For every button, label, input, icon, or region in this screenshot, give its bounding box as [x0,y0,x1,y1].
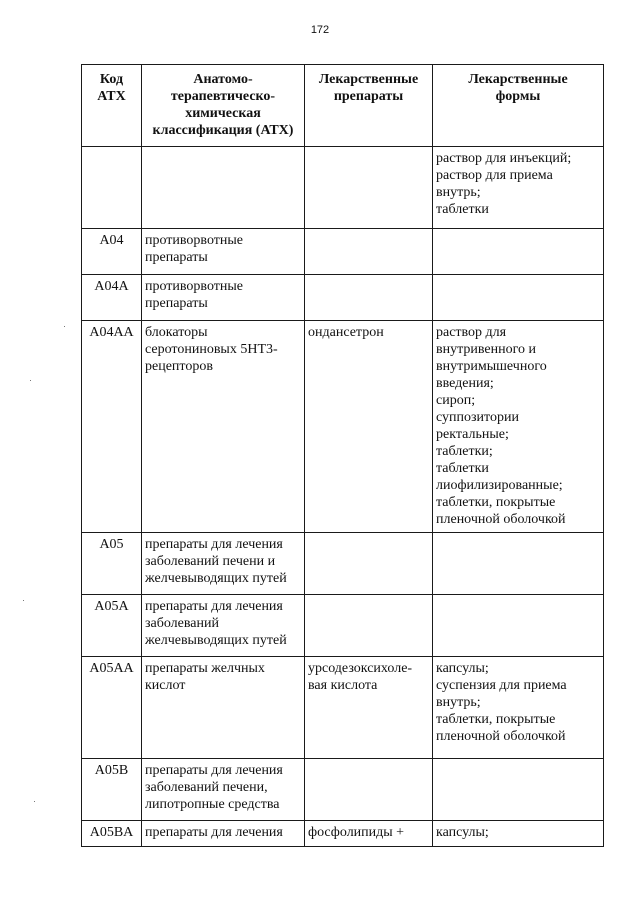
cell-classification: блокаторы серотониновых 5НТ3- рецепторов [142,321,305,533]
page-number: 172 [310,24,330,36]
cell-classification: противорвотные препараты [142,229,305,275]
header-classification: Анатомо- терапевтическо- химическая классификация (АТХ) [142,65,305,147]
cell-forms [433,759,604,821]
table-row [82,275,604,321]
cell-drug [305,759,433,821]
cell-forms [433,229,604,275]
table-row [82,657,604,759]
cell-code: A04AA [82,321,142,533]
scan-speck [30,380,31,381]
cell-drug: урсодезоксихоле- вая кислота [305,657,433,759]
cell-drug [305,147,433,229]
header-dosage-forms: Лекарственные формы [433,65,604,147]
cell-classification: препараты для лечения заболеваний желчевыводящих путей [142,595,305,657]
cell-classification [142,147,305,229]
cell-code: A05AA [82,657,142,759]
table-row [82,821,604,847]
cell-classification: препараты желчных кислот [142,657,305,759]
cell-forms: раствор для внутривенного и внутримышечного введения; сироп; суппозитории ректальные; таблетки; таблетки лиофилизированные; таблетки, покрытые пленочной оболочкой [433,321,604,533]
cell-drug: ондансетрон [305,321,433,533]
header-drugs: Лекарственные препараты [305,65,433,147]
cell-code: A05A [82,595,142,657]
cell-code: A05BA [82,821,142,847]
cell-forms: капсулы; [433,821,604,847]
cell-forms [433,533,604,595]
table-row [82,229,604,275]
cell-classification: препараты для лечения заболеваний печени, липотропные средства [142,759,305,821]
table-body [82,147,604,847]
table-row [82,147,604,229]
header-atx-code: Код ATX [82,65,142,147]
cell-forms: раствор для инъекций; раствор для приема внутрь; таблетки [433,147,604,229]
cell-code: A04A [82,275,142,321]
table-header-row [82,65,604,147]
cell-code: A05B [82,759,142,821]
table-row [82,321,604,533]
cell-code: A05 [82,533,142,595]
atx-drug-table [81,64,604,847]
scan-speck [23,600,24,601]
table-row [82,759,604,821]
cell-drug: фосфолипиды + [305,821,433,847]
cell-classification: препараты для лечения заболеваний печени и желчевыводящих путей [142,533,305,595]
cell-drug [305,275,433,321]
cell-forms [433,275,604,321]
cell-code [82,147,142,229]
cell-forms: капсулы; суспензия для приема внутрь; таблетки, покрытые пленочной оболочкой [433,657,604,759]
scan-speck [64,326,65,327]
table-row [82,533,604,595]
scan-speck [34,801,35,802]
cell-drug [305,595,433,657]
cell-code: A04 [82,229,142,275]
cell-drug [305,229,433,275]
table-row [82,595,604,657]
cell-classification: противорвотные препараты [142,275,305,321]
cell-forms [433,595,604,657]
cell-drug [305,533,433,595]
cell-classification: препараты для лечения [142,821,305,847]
